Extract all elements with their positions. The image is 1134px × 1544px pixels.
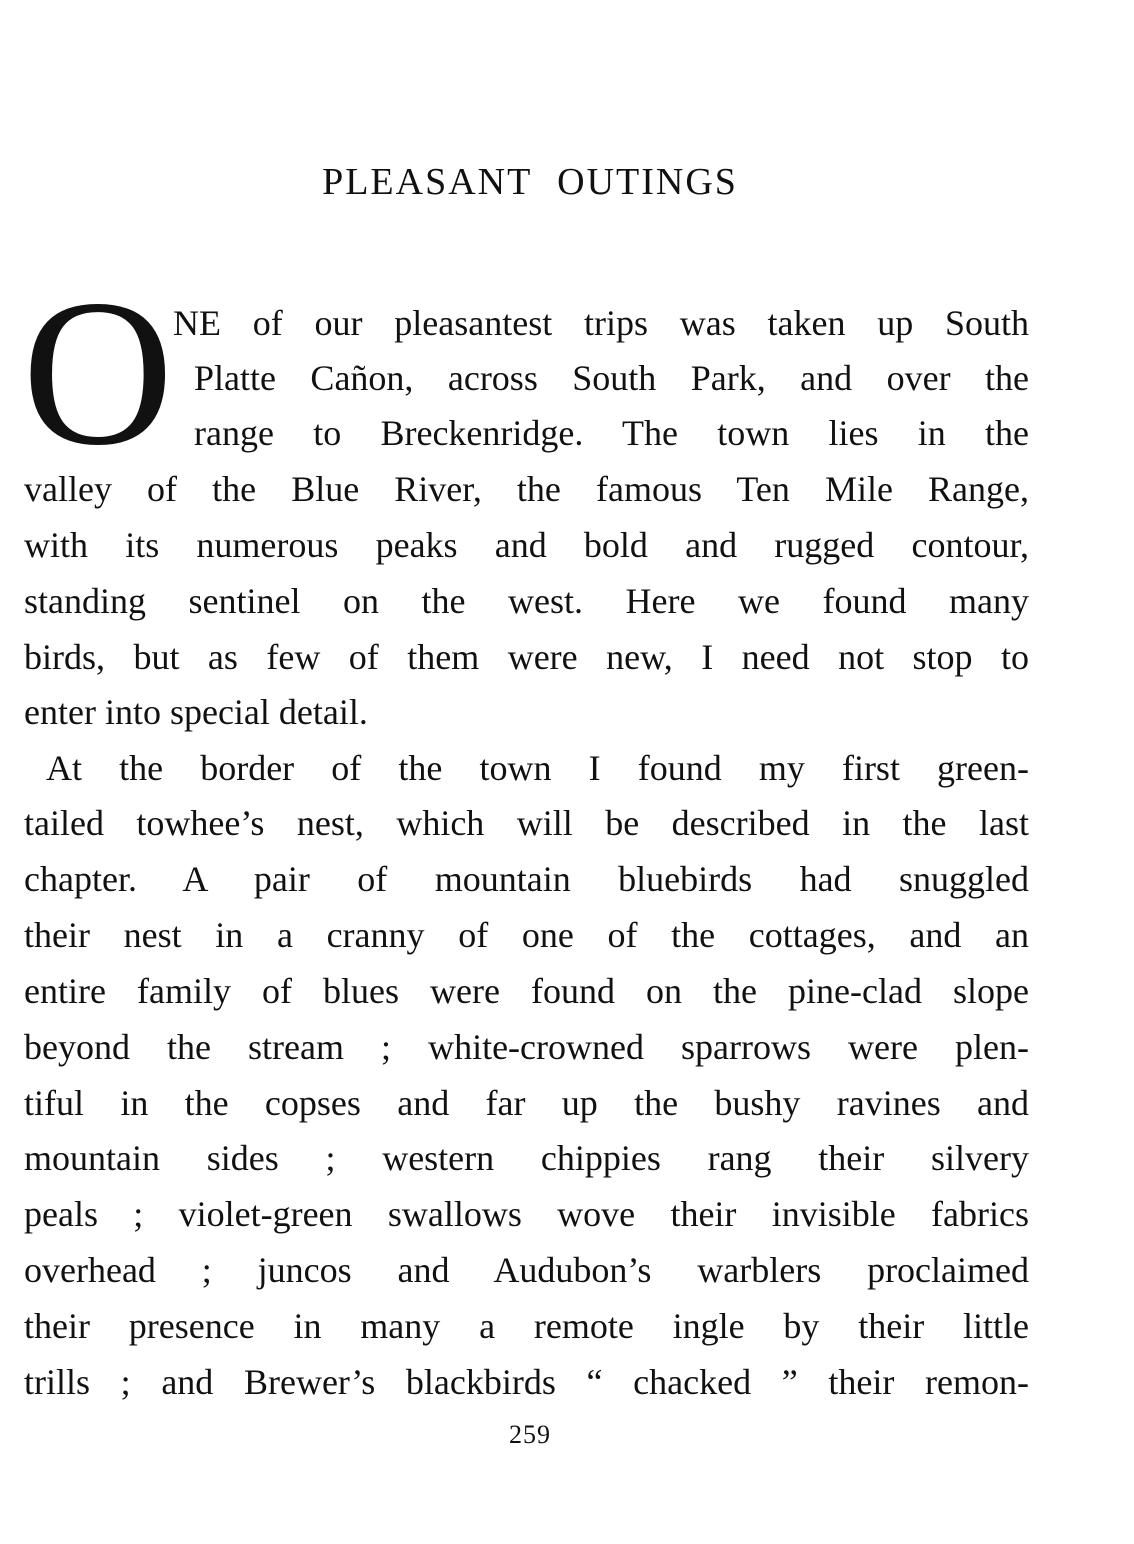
text-line: their presence in many a remote ingle by their little [24, 1306, 1029, 1346]
drop-cap: O [22, 257, 174, 489]
text-line: range to Breckenridge. The town lies in the [194, 413, 1029, 453]
text-line: tiful in the copses and far up the bushy ravines and [24, 1083, 1029, 1123]
chapter-title: PLEASANT OUTINGS [322, 161, 738, 203]
text-line: entire family of blues were found on the pine-clad slope [24, 971, 1029, 1011]
text-line: with its numerous peaks and bold and rugged contour, [24, 525, 1029, 565]
text-line: peals ; violet-green swallows wove their invisible fabrics [24, 1194, 1029, 1234]
text-line: trills ; and Brewer’s blackbirds “ chacked ” their remon- [24, 1362, 1029, 1402]
text-line: mountain sides ; western chippies rang their silvery [24, 1138, 1029, 1178]
text-line: tailed towhee’s nest, which will be described in the last [24, 803, 1029, 843]
text-line: birds, but as few of them were new, I need not stop to [24, 637, 1029, 677]
text-line: standing sentinel on the west. Here we found many [24, 581, 1029, 621]
text-line: overhead ; juncos and Audubon’s warblers proclaimed [24, 1250, 1029, 1290]
text-line: their nest in a cranny of one of the cottages, and an [24, 915, 1029, 955]
text-line: At the border of the town I found my first green- [46, 748, 1029, 788]
text-line: chapter. A pair of mountain bluebirds had snuggled [24, 859, 1029, 899]
text-line: Platte Cañon, across South Park, and over the [194, 358, 1029, 398]
text-line: enter into special detail. [24, 692, 368, 732]
text-line: NE of our pleasantest trips was taken up South [173, 303, 1029, 343]
text-line: valley of the Blue River, the famous Ten Mile Range, [24, 469, 1029, 509]
text-line: beyond the stream ; white-crowned sparrows were plen- [24, 1027, 1029, 1067]
page-number: 259 [509, 1420, 551, 1449]
